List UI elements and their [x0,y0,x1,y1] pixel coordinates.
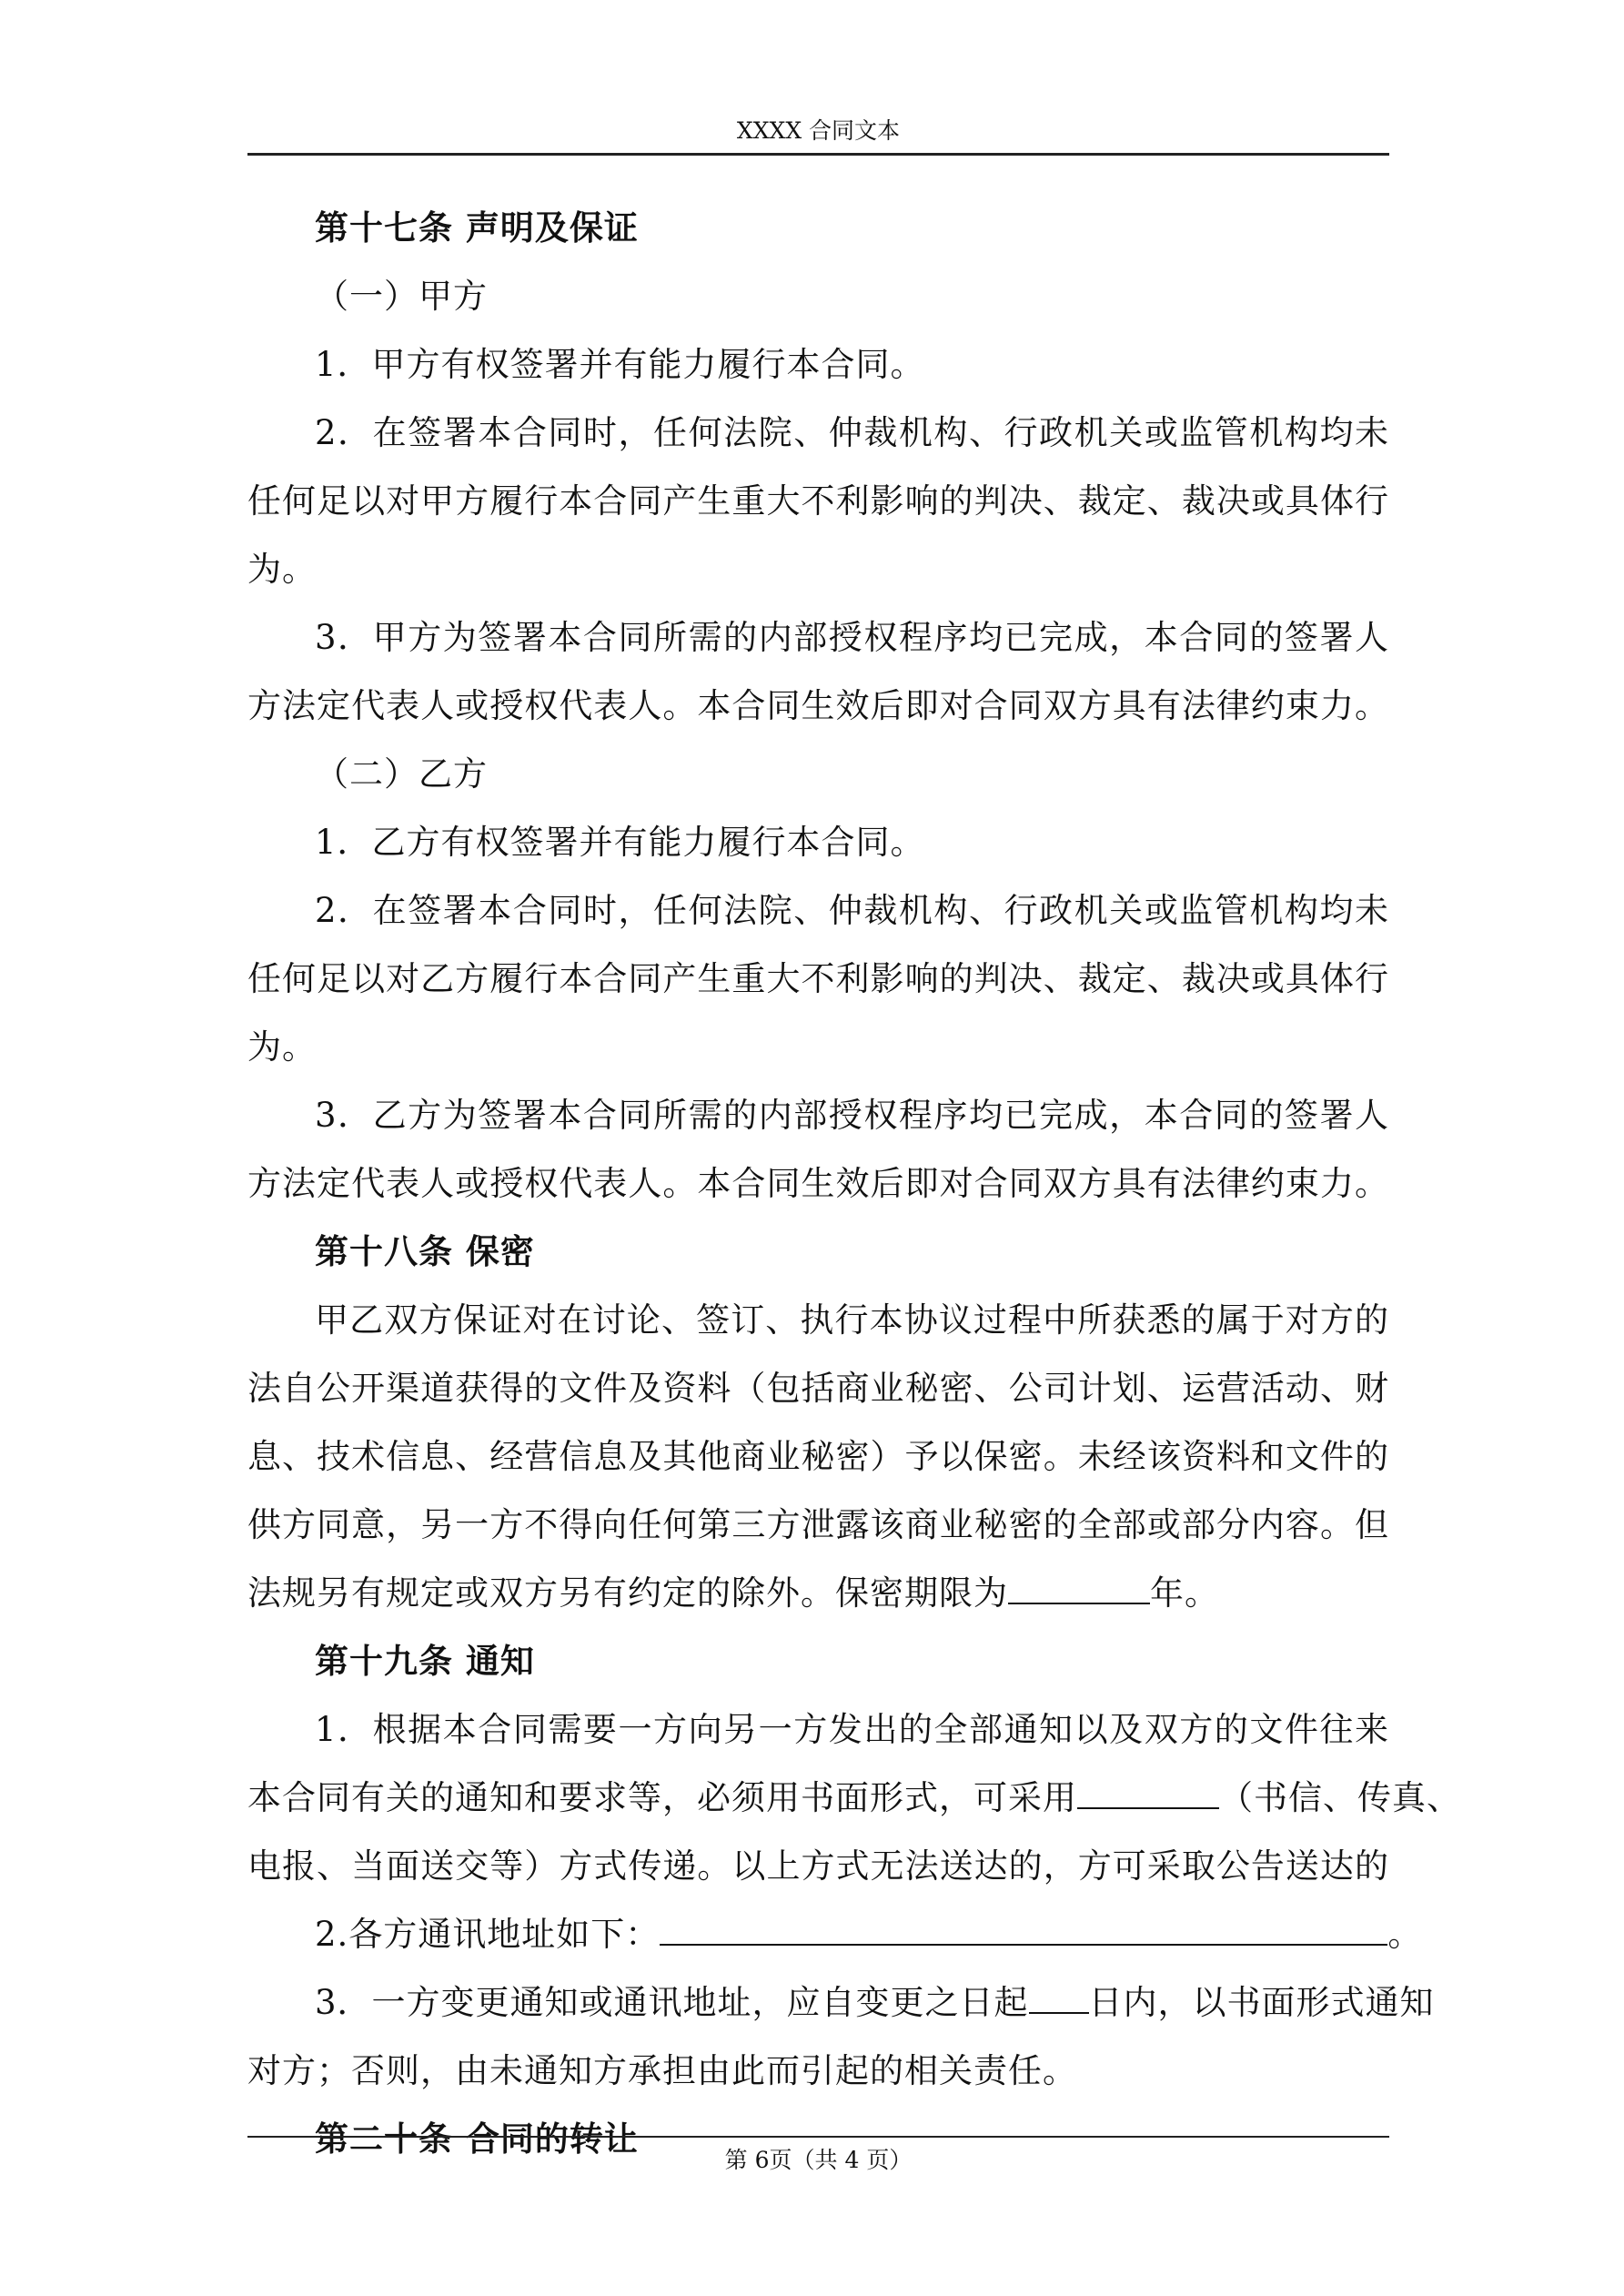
notice-clause-3-line-1 [247,1968,1435,2037]
party-b-clause-1: 1．乙方有权签署并有能力履行本合同。 [315,823,925,862]
notice-clause-3-line-2: 对方；否则，由未通知方承担由此而引起的相关责任。 [247,2051,1077,2090]
article-18-title: 第十八条 保密 [315,1231,535,1271]
notice-clause-1-line-3: 电报、当面送交等）方式传递。以上方式无法送达的，方可采取公告送达的 [247,1846,1389,1886]
article-19-title: 第十九条 通知 [315,1641,535,1681]
address-blank[interactable] [660,1917,1387,1946]
confidentiality-term-unit: 年。 [1150,1573,1219,1613]
notice-method-text: 本合同有关的通知和要求等，必须用书面形式，可采用 [247,1778,1077,1817]
party-a-clause-3-line-2: 方法定代表人或授权代表人。本合同生效后即对合同双方具有法律约束力。 [247,686,1389,725]
confidentiality-line-5 [247,1559,1389,1627]
header-title: XXXX 合同文本 [736,117,901,144]
party-a-clause-2-line-1: 2．在签署本合同时，任何法院、仲裁机构、行政机关或监管机构均未 [315,413,1389,452]
party-b-clause-3-line-1: 3．乙方为签署本合同所需的内部授权程序均已完成，本合同的签署人 [315,1096,1389,1135]
party-b-clause-2-line-2: 任何足以对乙方履行本合同产生重大不利影响的判决、裁定、裁决或具体行 [247,959,1389,998]
party-a-clause-1: 1．甲方有权签署并有能力履行本合同。 [315,345,925,384]
document-body [247,194,1461,2173]
notice-clause-2 [247,1900,1423,1968]
party-b-clause-2-line-3: 为。 [247,1027,317,1067]
address-label: 2.各方通讯地址如下： [315,1915,661,1954]
party-b-clause-2-line-1: 2．在签署本合同时，任何法院、仲裁机构、行政机关或监管机构均未 [315,891,1389,930]
page-header [247,109,1389,156]
notice-method-examples: （书信、传真、 [1219,1778,1461,1817]
address-end: 。 [1387,1915,1423,1954]
confidentiality-line-3: 息、技术信息、经营信息及其他商业秘密）予以保密。未经该资料和文件的 [247,1437,1389,1476]
party-b-clause-3-line-2: 方法定代表人或授权代表人。本合同生效后即对合同双方具有法律约束力。 [247,1164,1389,1203]
party-a-clause-3-line-1: 3．甲方为签署本合同所需的内部授权程序均已完成，本合同的签署人 [315,618,1389,657]
party-a-clause-2-line-3: 为。 [247,550,317,589]
change-notice-days-blank[interactable] [1029,1985,1089,2014]
change-notice-text: 3．一方变更通知或通讯地址，应自变更之日起 [315,1983,1029,2022]
article-17-title: 第十七条 声明及保证 [315,207,639,248]
confidentiality-term-text: 法规另有规定或双方另有约定的除外。保密期限为 [247,1573,1008,1613]
notice-method-blank[interactable] [1077,1780,1219,1809]
notice-clause-1-line-1: 1．根据本合同需要一方向另一方发出的全部通知以及双方的文件往来 [315,1710,1389,1749]
party-a-clause-2-line-2: 任何足以对甲方履行本合同产生重大不利影响的判决、裁定、裁决或具体行 [247,481,1389,521]
confidentiality-term-blank[interactable] [1008,1575,1150,1604]
party-a-heading: （一）甲方 [315,277,488,316]
confidentiality-line-2: 法自公开渠道获得的文件及资料（包括商业秘密、公司计划、运营活动、财 [247,1369,1389,1408]
page-footer [247,2136,1389,2183]
page-number: 第 6页（共 4 页） [724,2147,913,2173]
confidentiality-line-1: 甲乙双方保证对在讨论、签订、执行本协议过程中所获悉的属于对方的 [315,1300,1389,1340]
notice-clause-1-line-2 [247,1764,1461,1832]
article-20-title: 第二十条 合同的转让 [315,2119,639,2159]
confidentiality-line-4: 供方同意，另一方不得向任何第三方泄露该商业秘密的全部或部分内容。但 [247,1505,1389,1544]
change-notice-text-end: 日内，以书面形式通知 [1088,1983,1435,2022]
party-b-heading: （二）乙方 [315,754,488,794]
